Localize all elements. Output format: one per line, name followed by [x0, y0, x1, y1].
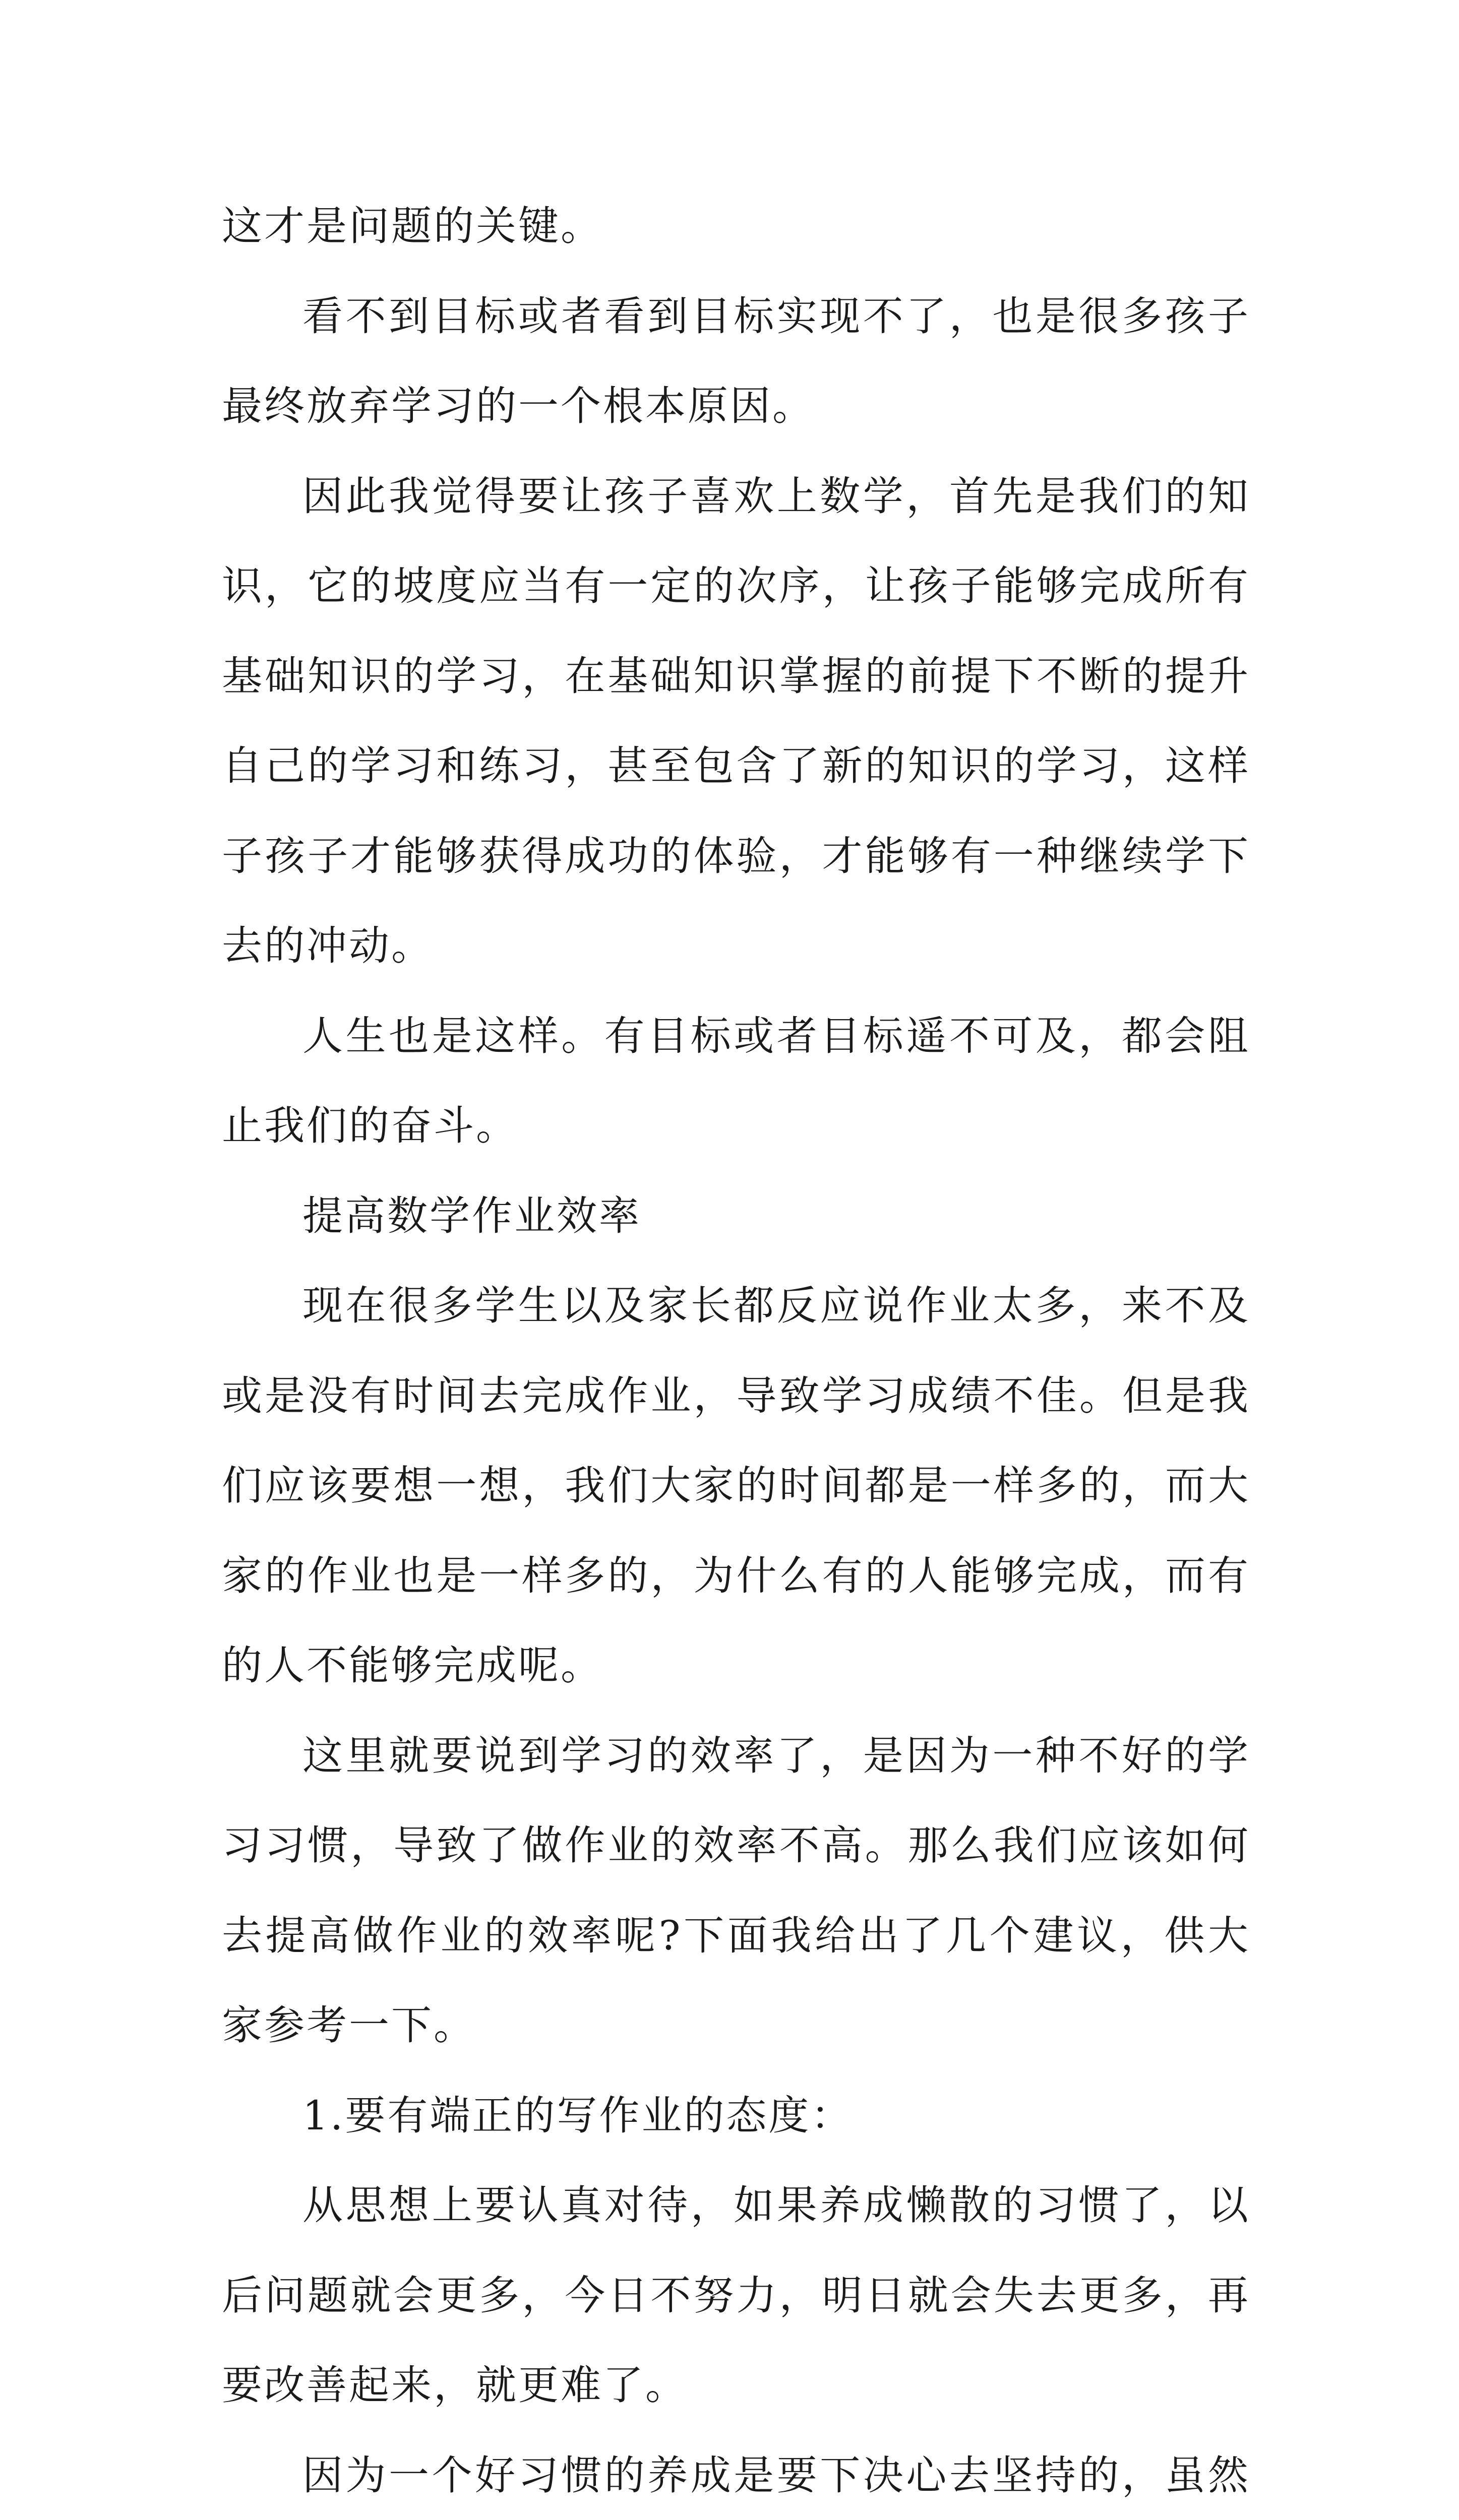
paragraph-2: 看不到目标或者看到目标实现不了，也是很多孩子最终放弃学习的一个根本原因。: [222, 272, 1250, 452]
list-item-1-heading: 1.要有端正的写作业的态度：: [222, 2071, 1250, 2161]
paragraph-6: 这里就要说到学习的效率了，是因为一种不好的学习习惯，导致了做作业的效率不高。那么我们应该如何去提高做作业的效率呢?下面我给出了几个建议，供大家参考一下。: [222, 1711, 1250, 2071]
paragraph-3: 因此我觉得要让孩子喜欢上数学，首先是我们的知识，它的坡度应当有一定的次序，让孩子能够完成所有基础知识的学习，在基础知识掌握的前提下不断的提升自己的学习和练习，甚至包含了新的知识的学习，这样子孩子才能够获得成功的体验，才能够有一种继续学下去的冲动。: [222, 452, 1250, 991]
body-text: [222, 181, 1250, 2520]
paragraph-8: 因为一个好习惯的养成是要下决心去坚持的，虽然: [222, 2431, 1250, 2520]
paragraph-5: 现在很多学生以及家长都反应说作业太多，来不及或是没有时间去完成作业，导致学习成绩不佳。但是我们应该要想一想，我们大家的时间都是一样多的，而大家的作业也是一样多的，为什么有的人能够完成，而有的人不能够完成呢。: [222, 1261, 1250, 1711]
paragraph-4: 人生也是这样。有目标或者目标遥不可及，都会阻止我们的奋斗。: [222, 991, 1250, 1171]
paragraph-7: 从思想上要认真对待，如果养成懒散的习惯了，以后问题就会更多，今日不努力，明日就会失去更多，再要改善起来，就更难了。: [222, 2161, 1250, 2431]
section-heading: 提高数学作业效率: [222, 1171, 1250, 1262]
paragraph-1: 这才是问题的关键。: [222, 181, 1250, 272]
